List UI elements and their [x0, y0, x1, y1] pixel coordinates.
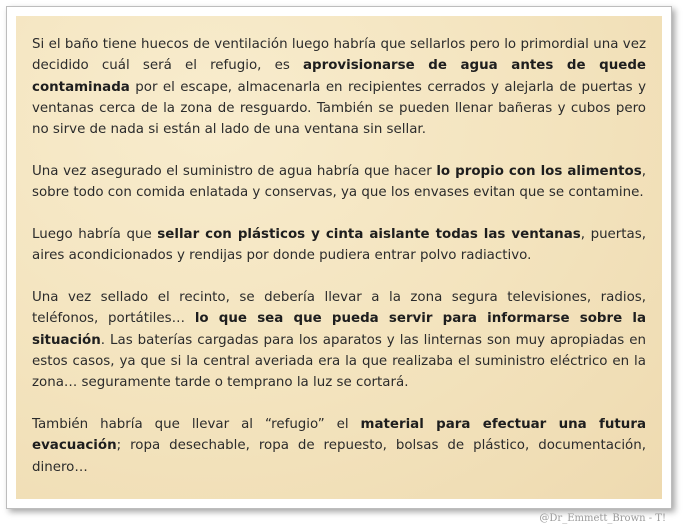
paragraph-5	[32, 414, 646, 478]
watermark-credit: @Dr_Emmett_Brown - T!	[539, 513, 666, 524]
paragraph-5-text-1: También habría que llevar al “refugio” el	[32, 417, 361, 433]
paragraph-1	[32, 34, 646, 140]
paragraph-4	[32, 287, 646, 393]
paragraph-4-highlight: lo que sea que pueda servir para informarse sobre la situación	[32, 311, 647, 348]
paragraph-4-text-2: . Las baterías cargadas para los aparatos y las linternas son muy apropiadas en estos casos, ya que si la central averiada era la que realizaba el suministro eléctrico en la zona… seguramente tarde o temprano la luz se cortará.	[32, 332, 646, 391]
paragraph-2-text-2: , sobre todo con comida enlatada y conservas, ya que los envases evitan que se contamine.	[32, 163, 646, 201]
paragraph-1-text-2: por el escape, almacenarla en recipientes cerrados y alejarla de puertas y ventanas cerca de la zona de resguardo. También se pueden llenar bañeras y cubos pero no sirve de nada si están al lado de una ventana sin sellar.	[32, 79, 646, 138]
paragraph-1-text-1: Si el baño tiene huecos de ventilación luego habría que sellarlos pero lo primordial una vez decidido cuál será el refugio, es	[32, 37, 646, 74]
paragraph-3-text-1: Luego habría que	[32, 227, 158, 243]
paragraph-3-text-2: , puertas, aires acondicionados y rendijas por donde pudiera entrar polvo radiactivo.	[32, 227, 646, 264]
paragraph-5-highlight: material para efectuar una futura evacuación	[32, 417, 646, 454]
paragraph-2	[32, 161, 646, 204]
paragraph-5-text-2: ; ropa desechable, ropa de repuesto, bolsas de plástico, documentación, dinero…	[32, 438, 646, 475]
paragraph-2-text-1: Una vez asegurado el suministro de agua habría que hacer	[32, 163, 437, 179]
article-body	[16, 16, 662, 499]
paragraph-1-highlight: aprovisionarse de agua antes de quede contaminada	[32, 58, 647, 95]
paragraph-2-highlight: lo propio con los alimentos	[436, 163, 642, 179]
paragraph-4-text-1: Una vez sellado el recinto, se debería llevar a la zona segura televisiones, radios, teléfonos, portátiles…	[32, 290, 646, 327]
document-frame	[6, 6, 672, 509]
paragraph-3	[32, 224, 646, 267]
paragraph-3-highlight: sellar con plásticos y cinta aislante todas las ventanas	[157, 227, 581, 243]
